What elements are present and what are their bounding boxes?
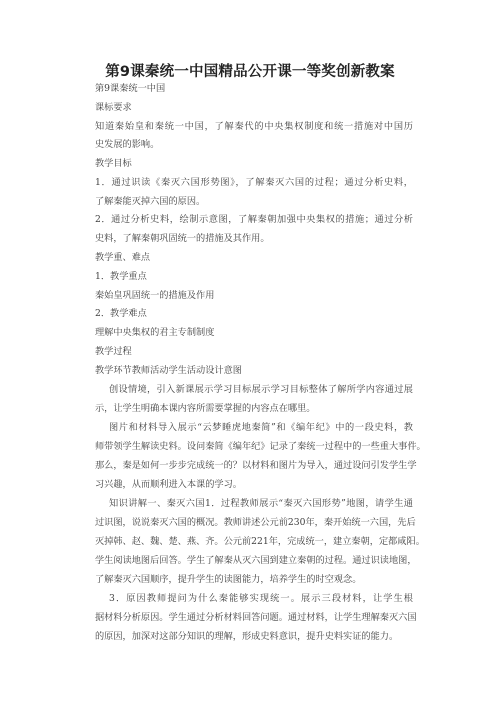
paragraph-line: 理解中央集权的君主专制制度 <box>95 327 215 338</box>
paragraph-line: 据材料分析原因。学生通过分析材料回答问题。通过材料，让学生理解秦灭六国 <box>95 612 417 623</box>
table-header-line: 教学环节教师活动学生活动设计意图 <box>95 365 242 376</box>
paragraph-line: 学生阅读地图后回答。学生了解秦从灭六国到建立秦朝的过程。通过识读地图， <box>95 555 417 566</box>
paragraph-line: 秦始皇巩固统一的措施及作用 <box>95 290 215 301</box>
paragraph-line: 师带领学生解读史料。设问秦简《编年纪》记录了秦统一过程中的一些重大事件。 <box>95 441 426 452</box>
section-heading-process: 教学过程 <box>95 346 132 357</box>
objective-1-line: 了解秦能灭掉六国的原因。 <box>95 196 206 207</box>
section-heading-standards: 课标要求 <box>95 102 132 113</box>
paragraph-line: 创设情境，引入新课展示学习目标展示学习目标整体了解所学内容通过展 <box>109 384 413 395</box>
objective-2-line: 史料，了解秦朝巩固统一的措施及其作用。 <box>95 233 270 244</box>
document-title: 第9课秦统一中国精品公开课一等奖创新教案 <box>105 64 395 80</box>
paragraph-line: 那么，秦是如何一步步完成统一的？以材料和图片为导入，通过设问引发学生学 <box>95 460 417 471</box>
paragraph-line: 过识图，说说秦灭六国的概况。教师讲述公元前230年，秦开始统一六国，先后 <box>95 517 416 528</box>
subheading-key-point: 1．教学重点 <box>95 271 147 282</box>
paragraph-line: 图片和材料导入展示“云梦睡虎地秦简”和《编年纪》中的一段史料，教 <box>109 422 413 433</box>
subheading-difficulty: 2．教学难点 <box>95 308 147 319</box>
paragraph-line: 史发展的影响。 <box>95 139 160 150</box>
paragraph-line: 示，让学生明确本课内容所需要掌握的内容点在哪里。 <box>95 403 316 414</box>
paragraph-line: 了解秦灭六国顺序，提升学生的读图能力，培养学生的时空观念。 <box>95 574 362 585</box>
lesson-heading: 第9课秦统一中国 <box>95 83 166 94</box>
paragraph-line: 习兴趣，从而顺利进入本课的学习。 <box>95 479 242 490</box>
paragraph-line: 知道秦始皇和秦统一中国，了解秦代的中央集权制度和统一措施对中国历 <box>95 121 413 132</box>
paragraph-line: 3．原因教师提问为什么秦能够实现统一。展示三段材料，让学生根 <box>109 593 413 604</box>
paragraph-line: 知识讲解一、秦灭六国1．过程教师展示“秦灭六国形势”地图，请学生通 <box>109 498 413 509</box>
paragraph-line: 灭掉韩、赵、魏、楚、燕、齐。公元前221年，完成统一，建立秦朝，定都咸阳。 <box>95 536 425 547</box>
paragraph-line: 的原因，加深对这部分知识的理解，形成史料意识，提升史料实证的能力。 <box>95 631 399 642</box>
objective-2-line: 2．通过分析史料，绘制示意图，了解秦朝加强中央集权的措施；通过分析 <box>95 214 413 225</box>
objective-1-line: 1．通过识读《秦灭六国形势图》，了解秦灭六国的过程；通过分析史料， <box>95 177 413 188</box>
section-heading-objectives: 教学目标 <box>95 158 132 169</box>
section-heading-key-points: 教学重、难点 <box>95 252 151 263</box>
